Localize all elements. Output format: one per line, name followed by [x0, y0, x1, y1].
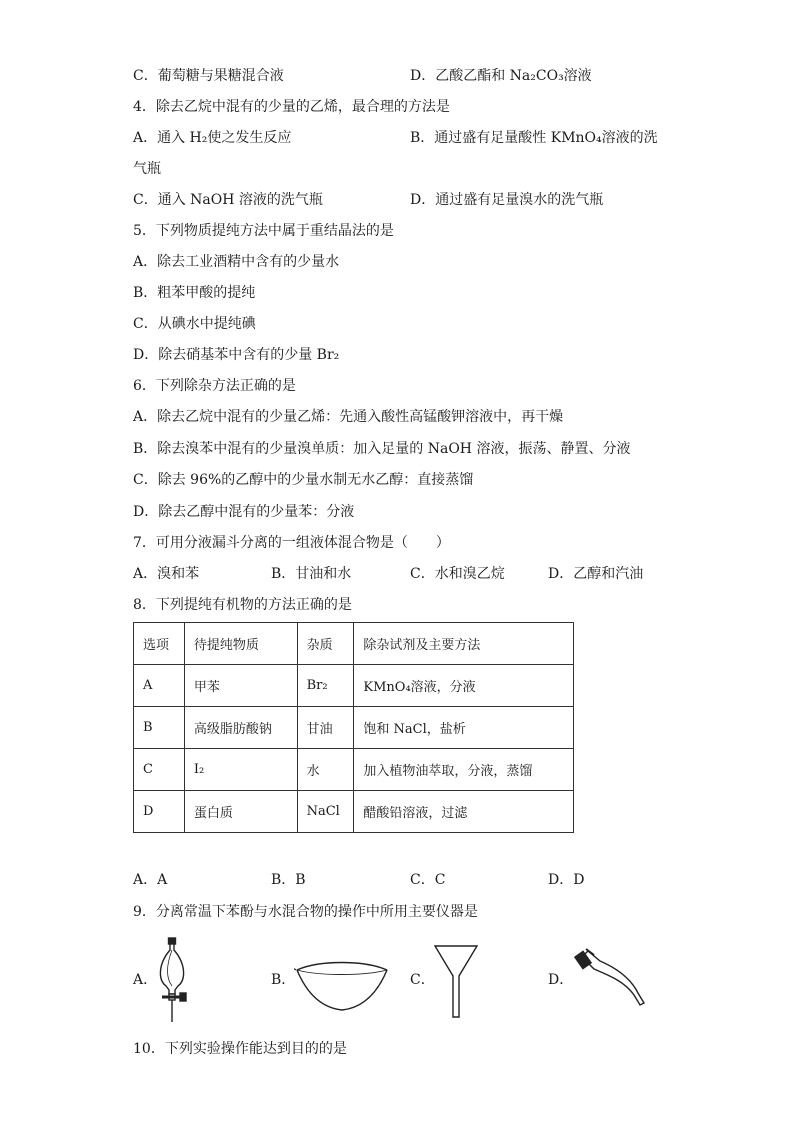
q7-stem: 7．可用分液漏斗分离的一组液体混合物是（ ） — [133, 535, 450, 551]
q8-stem: 8．下列提纯有机物的方法正确的是 — [133, 597, 352, 613]
q9-option-c: C． — [410, 972, 435, 988]
q6-option-a: A．除去乙烷中混有的少量乙烯：先通入酸性高锰酸钾溶液中，再干燥 — [133, 409, 564, 425]
separatory-funnel-icon — [150, 936, 196, 1026]
q9-option-a: A． — [133, 972, 158, 988]
q8-table — [133, 622, 574, 833]
q5-option-a: A．除去工业酒精中含有的少量水 — [133, 254, 340, 270]
table-cell: A — [134, 665, 185, 707]
q5-option-b: B．粗苯甲酸的提纯 — [133, 285, 256, 301]
evaporating-dish-icon — [294, 952, 390, 1014]
q4-option-a: A．通入 H₂使之发生反应 — [133, 130, 292, 146]
q6-option-d: D．除去乙醇中混有的少量苯：分液 — [133, 504, 355, 520]
table-row — [134, 707, 574, 749]
q7-option-d: D．乙醇和汽油 — [548, 566, 644, 582]
table-cell: NaCl — [297, 791, 354, 833]
table-cell: 甲苯 — [184, 665, 297, 707]
q6-stem: 6．下列除杂方法正确的是 — [133, 378, 296, 394]
q10-stem: 10．下列实验操作能达到目的的是 — [133, 1041, 347, 1057]
retort-icon — [572, 945, 648, 1011]
table-cell: D — [134, 791, 185, 833]
q7-option-b: B．甘油和水 — [271, 566, 352, 582]
q7-option-a: A．溴和苯 — [133, 566, 200, 582]
table-cell: 加入植物油萃取，分液，蒸馏 — [354, 749, 574, 791]
table-cell: I₂ — [184, 749, 297, 791]
table-cell: KMnO₄溶液，分液 — [354, 665, 574, 707]
q9-option-b: B． — [271, 972, 296, 988]
table-header-row — [134, 623, 574, 665]
q9-stem: 9．分离常温下苯酚与水混合物的操作中所用主要仪器是 — [133, 904, 478, 920]
table-cell: Br₂ — [297, 665, 354, 707]
q3-option-c: C．葡萄糖与果糖混合液 — [133, 68, 284, 84]
table-cell: 水 — [297, 749, 354, 791]
q5-stem: 5．下列物质提纯方法中属于重结晶法的是 — [133, 223, 394, 239]
table-row — [134, 791, 574, 833]
q3-option-d: D．乙酸乙酯和 Na₂CO₃溶液 — [410, 68, 592, 84]
q8-option-c: C．C — [410, 872, 446, 888]
q4-option-c: C．通入 NaOH 溶液的洗气瓶 — [133, 192, 323, 208]
q5-option-d: D．除去硝基苯中含有的少量 Br₂ — [133, 347, 340, 363]
q8-option-b: B．B — [271, 872, 306, 888]
table-header-cell: 杂质 — [297, 623, 354, 665]
q8-option-a: A．A — [133, 872, 168, 888]
q8-option-d: D．D — [548, 872, 585, 888]
q6-option-c: C．除去 96%的乙醇中的少量水制无水乙醇：直接蒸馏 — [133, 472, 474, 488]
q6-option-b: B．除去溴苯中混有的少量溴单质：加入足量的 NaOH 溶液，振荡、静置、分液 — [133, 441, 631, 457]
funnel-icon — [432, 943, 480, 1021]
q5-option-c: C．从碘水中提纯碘 — [133, 316, 256, 332]
q4-stem: 4．除去乙烷中混有的少量的乙烯，最合理的方法是 — [133, 99, 450, 115]
table-header-cell: 选项 — [134, 623, 185, 665]
table-cell: B — [134, 707, 185, 749]
q4-option-b: B．通过盛有足量酸性 KMnO₄溶液的洗 — [410, 130, 658, 146]
q4-option-d: D．通过盛有足量溴水的洗气瓶 — [410, 192, 604, 208]
table-cell: 醋酸铅溶液，过滤 — [354, 791, 574, 833]
table-row — [134, 749, 574, 791]
q9-option-d: D． — [548, 972, 574, 988]
table-cell: 蛋白质 — [184, 791, 297, 833]
table-header-cell: 除杂试剂及主要方法 — [354, 623, 574, 665]
q7-option-c: C．水和溴乙烷 — [410, 566, 505, 582]
q4-option-b-cont: 气瓶 — [133, 161, 161, 177]
table-row — [134, 665, 574, 707]
table-header-cell: 待提纯物质 — [184, 623, 297, 665]
table-cell: 饱和 NaCl，盐析 — [354, 707, 574, 749]
table-cell: 甘油 — [297, 707, 354, 749]
table-cell: 高级脂肪酸钠 — [184, 707, 297, 749]
table-cell: C — [134, 749, 185, 791]
